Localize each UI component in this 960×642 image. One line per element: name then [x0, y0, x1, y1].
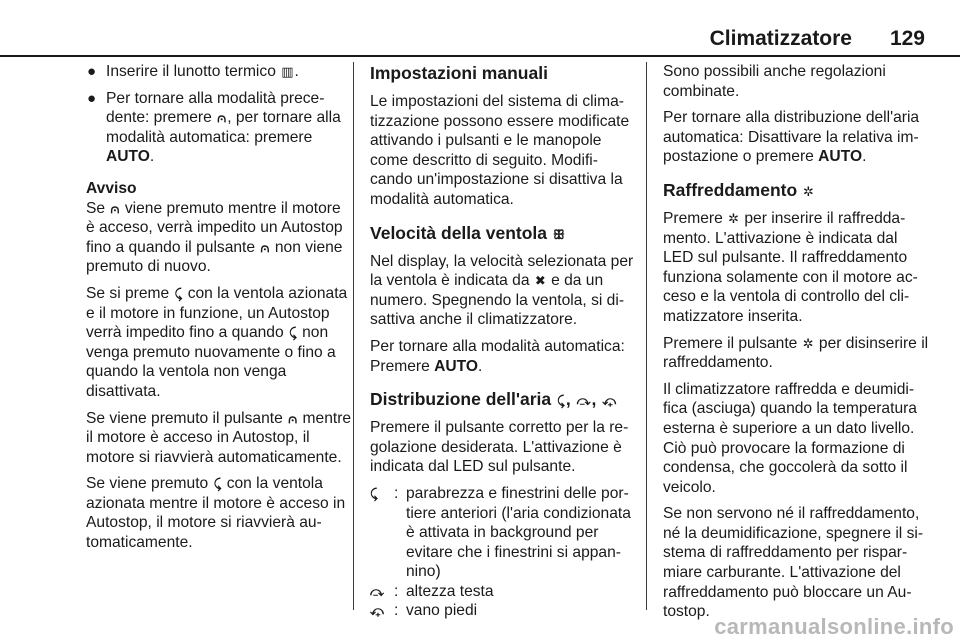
paragraph [86, 474, 352, 552]
text-run: non viene premuto di nuovo. [86, 238, 343, 276]
column-right [663, 62, 929, 629]
column-divider-1 [353, 62, 354, 610]
definition-row [370, 582, 634, 602]
bullet-dot: ● [87, 63, 97, 80]
paragraph [370, 252, 634, 330]
definition-colon: : [394, 484, 399, 502]
auto-label: AUTO [106, 148, 150, 166]
text-run: con la ventola azionata mentre il motore è acceso in Autostop, il motore si riavvierà automaticamente. [86, 475, 346, 552]
paragraph: Se non servono né il raffreddamento, né la deumidificazione, spegnere il sistema di raffreddamento per risparmiare carburante. L'attivazione del raffreddamento può bloccare un Autostop. [663, 505, 924, 621]
air-windshield-icon: ⤹ [213, 476, 222, 492]
bullet-item [86, 89, 352, 167]
text-run: Per tornare alla modalità automatica: Premere [370, 337, 625, 375]
text-run: Per tornare alla distribuzione dell'aria automatica: Disattivare la relativa impostazione o premere [663, 109, 920, 166]
bullet-text: Inserire il lunotto termico [106, 63, 281, 80]
note-heading: Avviso [86, 179, 137, 197]
auto-label: AUTO [818, 148, 863, 166]
windshield-defrost-icon: ⩀ [110, 200, 120, 216]
column-divider-2 [646, 62, 647, 610]
text-run: per inserire il raffreddamento. L'attivazione è indicata dal LED sul pulsante. Il raffreddamento funziona solamente con il motore acceso e la ventola di controllo del climatizzatore inserita. [663, 209, 918, 325]
air-windshield-icon: ⤹ [370, 485, 378, 501]
definition-row [370, 484, 634, 582]
text-run: Se [86, 199, 110, 217]
text-run: Se viene premuto [86, 475, 213, 493]
section-heading-manual: Impostazioni manuali [370, 63, 548, 83]
text-run: e da un numero. Spegnendo la ventola, si disattiva anche il climatizzatore. [370, 272, 625, 329]
bullet-item [86, 62, 352, 82]
text-run: . [478, 357, 483, 375]
auto-label: AUTO [434, 357, 479, 375]
paragraph [86, 199, 352, 277]
paragraph: Il climatizzatore raffredda e deumidifica (asciuga) quando la temperatura esterna è superiore a un dato livello. Ciò può provocare la formazione di condensa, che goccolerà da sotto il veicolo. [663, 380, 917, 496]
definition-text: vano piedi [406, 602, 478, 620]
definition-colon: : [394, 602, 399, 620]
air-feet-icon: ⤽ [370, 603, 384, 619]
column-middle [370, 62, 634, 621]
air-face-icon: ⤼ [576, 393, 591, 409]
air-feet-icon: ⤽ [602, 393, 617, 409]
windshield-defrost-icon: ⩀ [260, 239, 270, 255]
bullet-text: , per tornare alla modalità automatica: premere [106, 109, 341, 146]
heading-separator: , [591, 389, 602, 410]
air-windshield-icon: ⤹ [288, 325, 297, 341]
snowflake-icon: ✲ [728, 210, 740, 226]
watermark: carmanualsonline.info [714, 614, 954, 639]
page-header [0, 26, 960, 54]
heading-text: Raffreddamento [663, 179, 803, 200]
definition-text: altezza testa [406, 582, 494, 600]
header-rule [0, 55, 960, 57]
paragraph [663, 108, 929, 167]
fan-symbol-icon: ✖ [534, 273, 546, 289]
text-run: non venga premuto nuovamente o fino a quando la ventola non venga disattivata. [86, 324, 336, 400]
snowflake-icon: ✲ [802, 335, 814, 351]
definition-colon: : [394, 582, 399, 600]
paragraph [86, 409, 352, 468]
fan-icon: ꕥ [552, 226, 565, 242]
air-windshield-icon: ⤹ [557, 393, 565, 409]
definition-row [370, 601, 634, 621]
text-run: viene premuto mentre il motore è acceso, verrà impedito un Autostop fino a quando il pulsante [86, 199, 343, 256]
definition-text: parabrezza e finestrini delle portiere anteriori (l'aria condizionata è attivata in background per evitare che i finestrini si appannino) [406, 484, 631, 581]
column-left [86, 62, 352, 560]
paragraph [663, 334, 929, 373]
paragraph [370, 337, 634, 376]
text-run: Premere il pulsante [663, 334, 802, 352]
paragraph [663, 209, 929, 327]
bullet-text: Per tornare alla modalità precedente: premere [106, 89, 325, 127]
page-title: Climatizzatore [709, 27, 852, 50]
text-run: per disinserire il raffreddamento. [663, 334, 929, 372]
paragraph: Le impostazioni del sistema di climatizzazione possono essere modificate attivando i pulsanti e le manopole come descritto di seguito. Modificando un'impostazione si disattiva la modalità automatica. [370, 93, 630, 208]
paragraph [86, 284, 352, 402]
air-windshield-icon: ⤹ [174, 285, 183, 301]
text-run: con la ventola azionata e il motore in funzione, un Autostop verrà impedito fino a quando [86, 284, 348, 342]
bullet-dot: ● [87, 89, 97, 107]
windshield-defrost-icon: ⩀ [217, 110, 227, 126]
windshield-defrost-icon: ⩀ [288, 410, 298, 426]
section-heading-cooling [663, 179, 929, 201]
section-heading-fan [370, 222, 634, 244]
text-run: Premere [663, 209, 728, 227]
bullet-text-end: . [149, 148, 155, 166]
air-face-icon: ⤼ [370, 583, 384, 599]
heading-separator: , [565, 389, 576, 410]
page-number: 129 [889, 27, 925, 50]
text-run: Se si preme [86, 284, 174, 302]
text-run: mentre il motore è acceso in Autostop, il motore si riavvierà automaticamente. [86, 409, 352, 466]
section-heading-air-distribution [370, 388, 634, 410]
heading-text: Velocità della ventola [370, 222, 552, 243]
heading-text: Distribuzione dell'aria [370, 389, 557, 410]
text-run: Se viene premuto il pulsante [86, 409, 288, 427]
definition-list [370, 484, 634, 621]
bullet-text-end: . [294, 63, 299, 80]
snowflake-icon: ✲ [803, 183, 814, 199]
paragraph: Premere il pulsante corretto per la regolazione desiderata. L'attivazione è indicata dal LED sul pulsante. [370, 419, 629, 476]
paragraph: Sono possibili anche regolazioni combinate. [663, 63, 886, 100]
text-run: Nel display, la velocità selezionata per la ventola è indicata da [370, 252, 634, 290]
rear-defrost-icon: ▥ [281, 64, 294, 79]
text-run: . [862, 148, 867, 166]
